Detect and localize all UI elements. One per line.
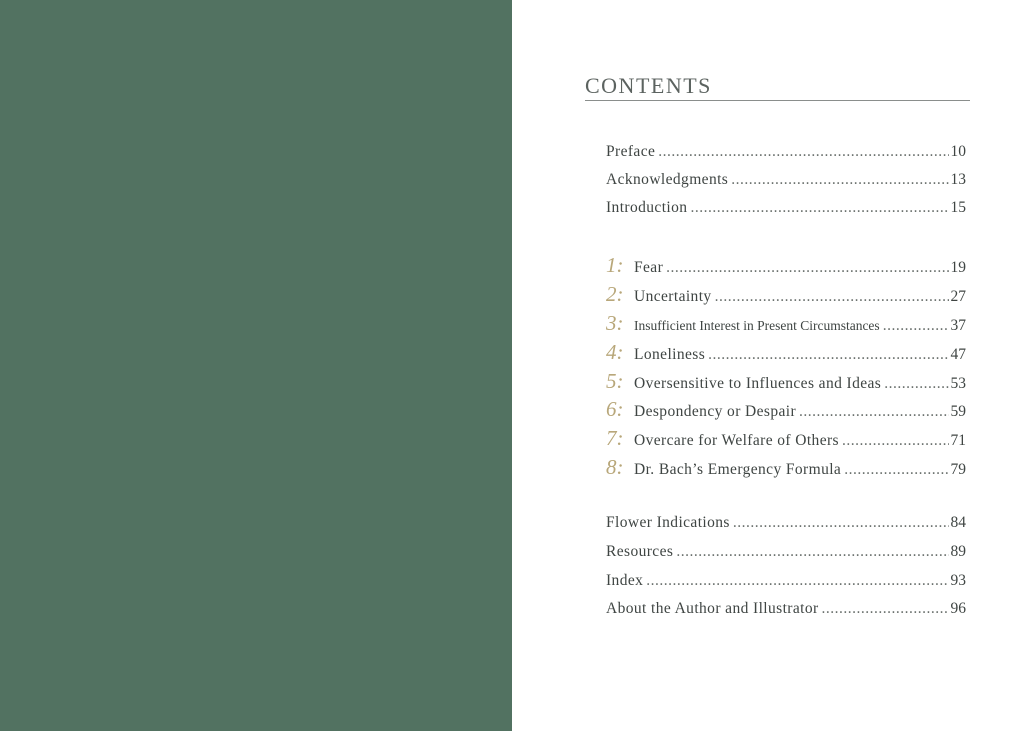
dot-leader: [690, 197, 948, 219]
dot-leader: [666, 257, 948, 279]
toc-entry-index: [606, 570, 966, 592]
entry-page: 79: [950, 461, 966, 478]
dot-leader: [884, 373, 948, 395]
entry-page: 89: [950, 543, 966, 560]
dot-leader: [715, 286, 949, 308]
toc-entry-chapter-1: [606, 254, 966, 276]
entry-title: Insufficient Interest in Present Circumstances: [634, 318, 880, 333]
chapter-number: 4:: [606, 340, 624, 364]
dot-leader: [883, 315, 949, 337]
entry-title: Overcare for Welfare of Others: [634, 432, 839, 449]
toc-entry-acknowledgments: [606, 169, 966, 191]
chapter-number: 2:: [606, 282, 624, 306]
dot-leader: [658, 141, 948, 163]
entry-title: Oversensitive to Influences and Ideas: [634, 375, 882, 392]
entry-title: Loneliness: [634, 346, 706, 363]
entry-title: Index: [606, 572, 644, 589]
dot-leader: [822, 598, 949, 620]
heading-rule: [585, 100, 970, 101]
entry-title: Uncertainty: [634, 288, 712, 305]
toc-entry-resources: [606, 541, 966, 563]
entry-page: 15: [950, 199, 966, 216]
entry-page: 71: [950, 432, 966, 449]
toc-entry-introduction: [606, 197, 966, 219]
contents-heading: CONTENTS: [585, 73, 712, 98]
toc-entry-chapter-2: [606, 283, 966, 305]
entry-page: 53: [950, 375, 966, 392]
chapter-number: 7:: [606, 426, 624, 450]
entry-page: 47: [950, 346, 966, 363]
entry-title: Dr. Bach’s Emergency Formula: [634, 461, 842, 478]
chapter-number: 8:: [606, 455, 624, 479]
dot-leader: [733, 512, 949, 534]
entry-title: Resources: [606, 543, 674, 560]
entry-title: Acknowledgments: [606, 171, 729, 188]
entry-title: Flower Indications: [606, 514, 730, 531]
entry-page: 37: [950, 317, 966, 334]
toc-entry-about-author: [606, 598, 966, 620]
chapter-number: 3:: [606, 311, 624, 335]
entry-page: 93: [950, 572, 966, 589]
entry-title: Fear: [634, 259, 664, 276]
dot-leader: [842, 430, 949, 452]
entry-page: 13: [950, 171, 966, 188]
toc-entry-chapter-5: [606, 370, 966, 392]
entry-page: 59: [950, 403, 966, 420]
dot-leader: [844, 459, 948, 481]
toc-entry-chapter-3: [606, 312, 966, 334]
toc-entry-flower-indications: [606, 512, 966, 534]
chapter-number: 5:: [606, 369, 624, 393]
entry-title: Introduction: [606, 199, 688, 216]
entry-page: 96: [950, 600, 966, 617]
toc-entry-chapter-8: [606, 456, 966, 478]
toc-entry-chapter-7: [606, 427, 966, 449]
toc-entry-chapter-6: [606, 398, 966, 420]
dot-leader: [708, 344, 948, 366]
dot-leader: [799, 401, 948, 423]
entry-page: 10: [950, 143, 966, 160]
toc-entry-chapter-4: [606, 341, 966, 363]
dot-leader: [646, 570, 948, 592]
entry-page: 27: [950, 288, 966, 305]
chapter-number: 6:: [606, 397, 624, 421]
dot-leader: [731, 169, 948, 191]
chapter-number: 1:: [606, 253, 624, 277]
dot-leader: [676, 541, 948, 563]
toc-entry-preface: [606, 141, 966, 163]
entry-title: Despondency or Despair: [634, 403, 797, 420]
entry-page: 84: [950, 514, 966, 531]
contents-page: [512, 0, 1024, 731]
entry-title: About the Author and Illustrator: [606, 600, 819, 617]
entry-title: Preface: [606, 143, 656, 160]
entry-page: 19: [950, 259, 966, 276]
